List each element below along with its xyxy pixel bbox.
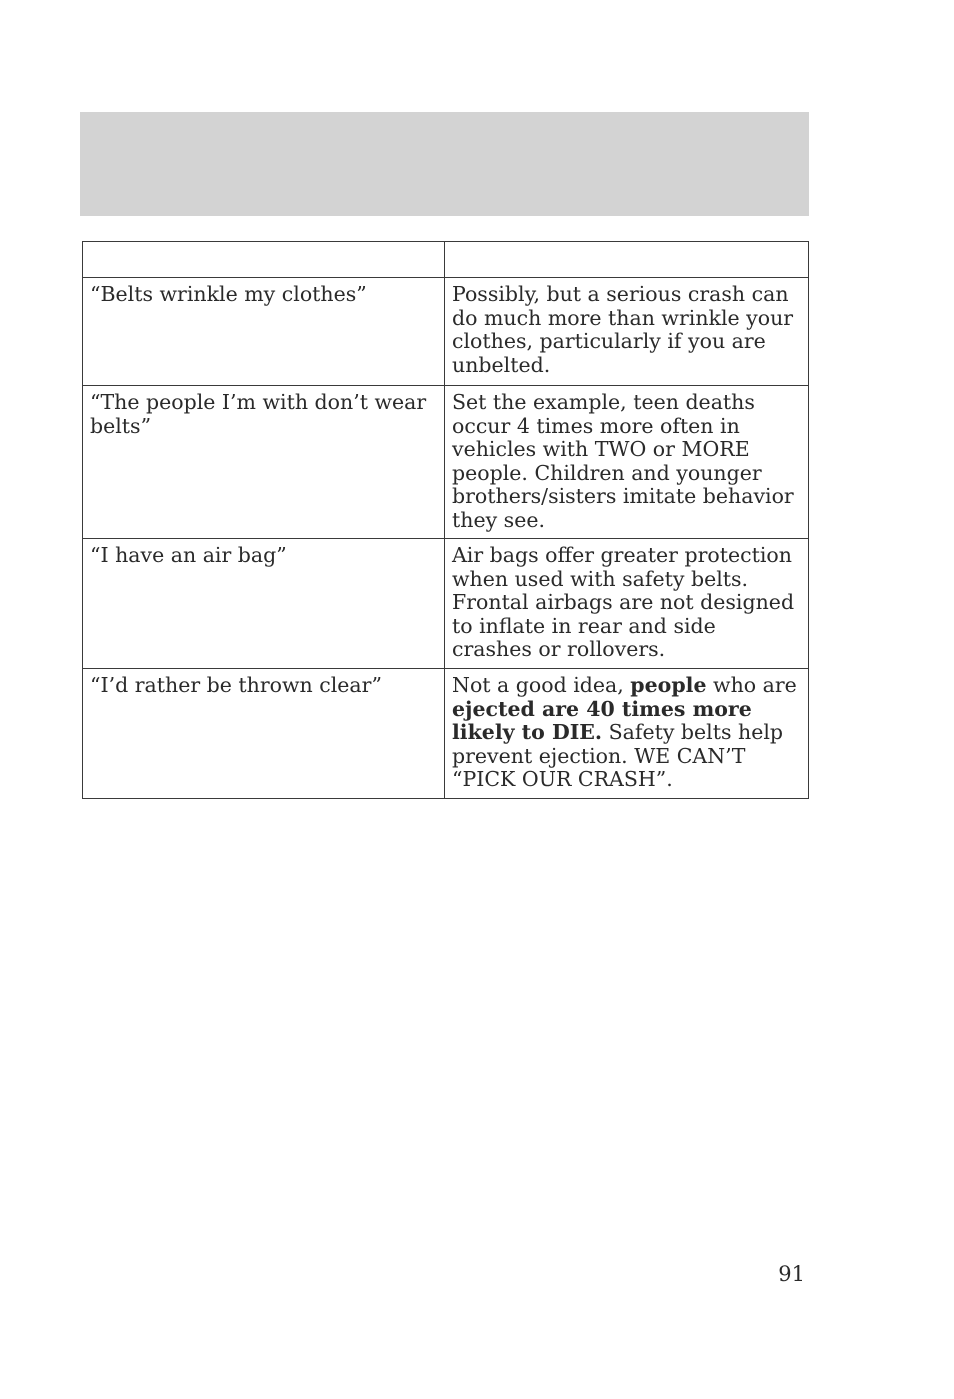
- response-text: Air bags offer greater protection when used with safety belts. Frontal airbags are not designed to inflate in rear and side crashes or rollovers.: [452, 543, 795, 661]
- response-cell: [445, 278, 809, 386]
- table-row: [83, 386, 809, 539]
- header-cell-reason: [83, 242, 445, 278]
- response-cell: [445, 669, 809, 799]
- header-band: [80, 112, 809, 216]
- response-text: Safety belts help prevent ejection. WE CAN’T “PICK OUR CRASH”.: [452, 720, 784, 791]
- table-row: [83, 278, 809, 386]
- response-cell: [445, 539, 809, 669]
- reason-cell: “The people I’m with don’t wear belts”: [83, 386, 445, 539]
- page-number: 91: [778, 1262, 805, 1286]
- response-bold-text: ejected are 40 times more likely to DIE.: [452, 696, 752, 744]
- reason-cell: “I’d rather be thrown clear”: [83, 669, 445, 799]
- safety-belt-reasons-table: [82, 241, 809, 799]
- reason-cell: “Belts wrinkle my clothes”: [83, 278, 445, 386]
- reason-cell: “I have an air bag”: [83, 539, 445, 669]
- response-text: Possibly, but a serious crash can do much more than wrinkle your clothes, particularly if you are unbelted.: [452, 282, 794, 377]
- response-text: who are: [706, 673, 797, 697]
- header-cell-response: [445, 242, 809, 278]
- response-cell: [445, 386, 809, 539]
- response-text: Not a good idea,: [452, 673, 631, 697]
- table-header-row: [83, 242, 809, 278]
- table-row: [83, 539, 809, 669]
- response-text: Set the example, teen deaths occur 4 times more often in vehicles with TWO or MORE people. Children and younger brothers/sisters imitate behavior they see.: [452, 390, 794, 532]
- response-bold-text: people: [630, 673, 707, 697]
- table-row: [83, 669, 809, 799]
